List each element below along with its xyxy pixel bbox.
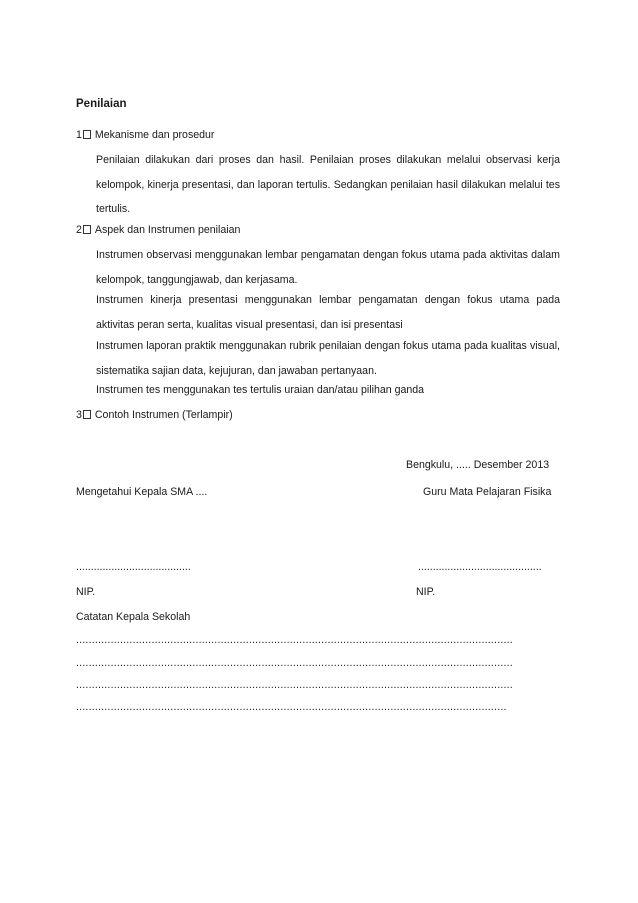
section-2-header [76,223,240,237]
notes-line: ........................................................................................................................................... [76,657,513,669]
missing-glyph-icon [83,410,91,419]
missing-glyph-icon [83,225,91,234]
teacher-title: Guru Mata Pelajaran Fisika [423,486,552,498]
section-2-paragraph-2: Instrumen kinerja presentasi menggunakan lembar pengamatan dengan fokus utama pada aktivitas peran serta, kualitas visual presentasi, dan isi presentasi [96,294,560,331]
heading: Penilaian [76,98,127,110]
section-2-number: 2 [76,224,82,236]
section-1-title: Mekanisme dan prosedur [94,129,215,141]
section-1-paragraph-1: Penilaian dilakukan dari proses dan hasil. Penilaian proses dilakukan melalui observasi kerja kelompok, kinerja presentasi, dan laporan tertulis. Sedangkan penilaian hasil dilakukan melalui tes tertulis. [96,154,560,215]
principal-title: Mengetahui Kepala SMA .... [76,486,208,498]
section-3-number: 3 [76,409,82,421]
principal-name-line: ....................................... [76,561,191,573]
section-3-header [76,408,233,422]
section-2-paragraph-1: Instrumen observasi menggunakan lembar pengamatan dengan fokus utama pada aktivitas dalam kelompok, tanggungjawab, dan kerjasama. [96,249,560,286]
notes-label: Catatan Kepala Sekolah [76,611,191,623]
notes-line: ........................................................................................................................................... [76,634,513,646]
section-3-title: Contoh Instrumen (Terlampir) [94,409,233,421]
section-1-number: 1 [76,129,82,141]
missing-glyph-icon [83,130,91,139]
place-date: Bengkulu, ..... Desember 2013 [406,459,550,471]
section-2-paragraph-3: Instrumen laporan praktik menggunakan rubrik penilaian dengan fokus utama pada kualitas visual, sistematika sajian data, kejujuran, dan jawaban pertanyaan. [96,340,560,377]
notes-line: ........................................................................................................................................... [76,679,513,691]
teacher-nip: NIP. [416,586,436,598]
principal-nip: NIP. [76,586,96,598]
notes-line: ......................................................................................................................................... [76,701,507,713]
section-2-title: Aspek dan Instrumen penilaian [94,224,241,236]
section-1-header [76,128,214,142]
teacher-name-line: .......................................... [418,561,542,573]
section-2-paragraph-4: Instrumen tes menggunakan tes tertulis uraian dan/atau pilihan ganda [96,384,425,396]
